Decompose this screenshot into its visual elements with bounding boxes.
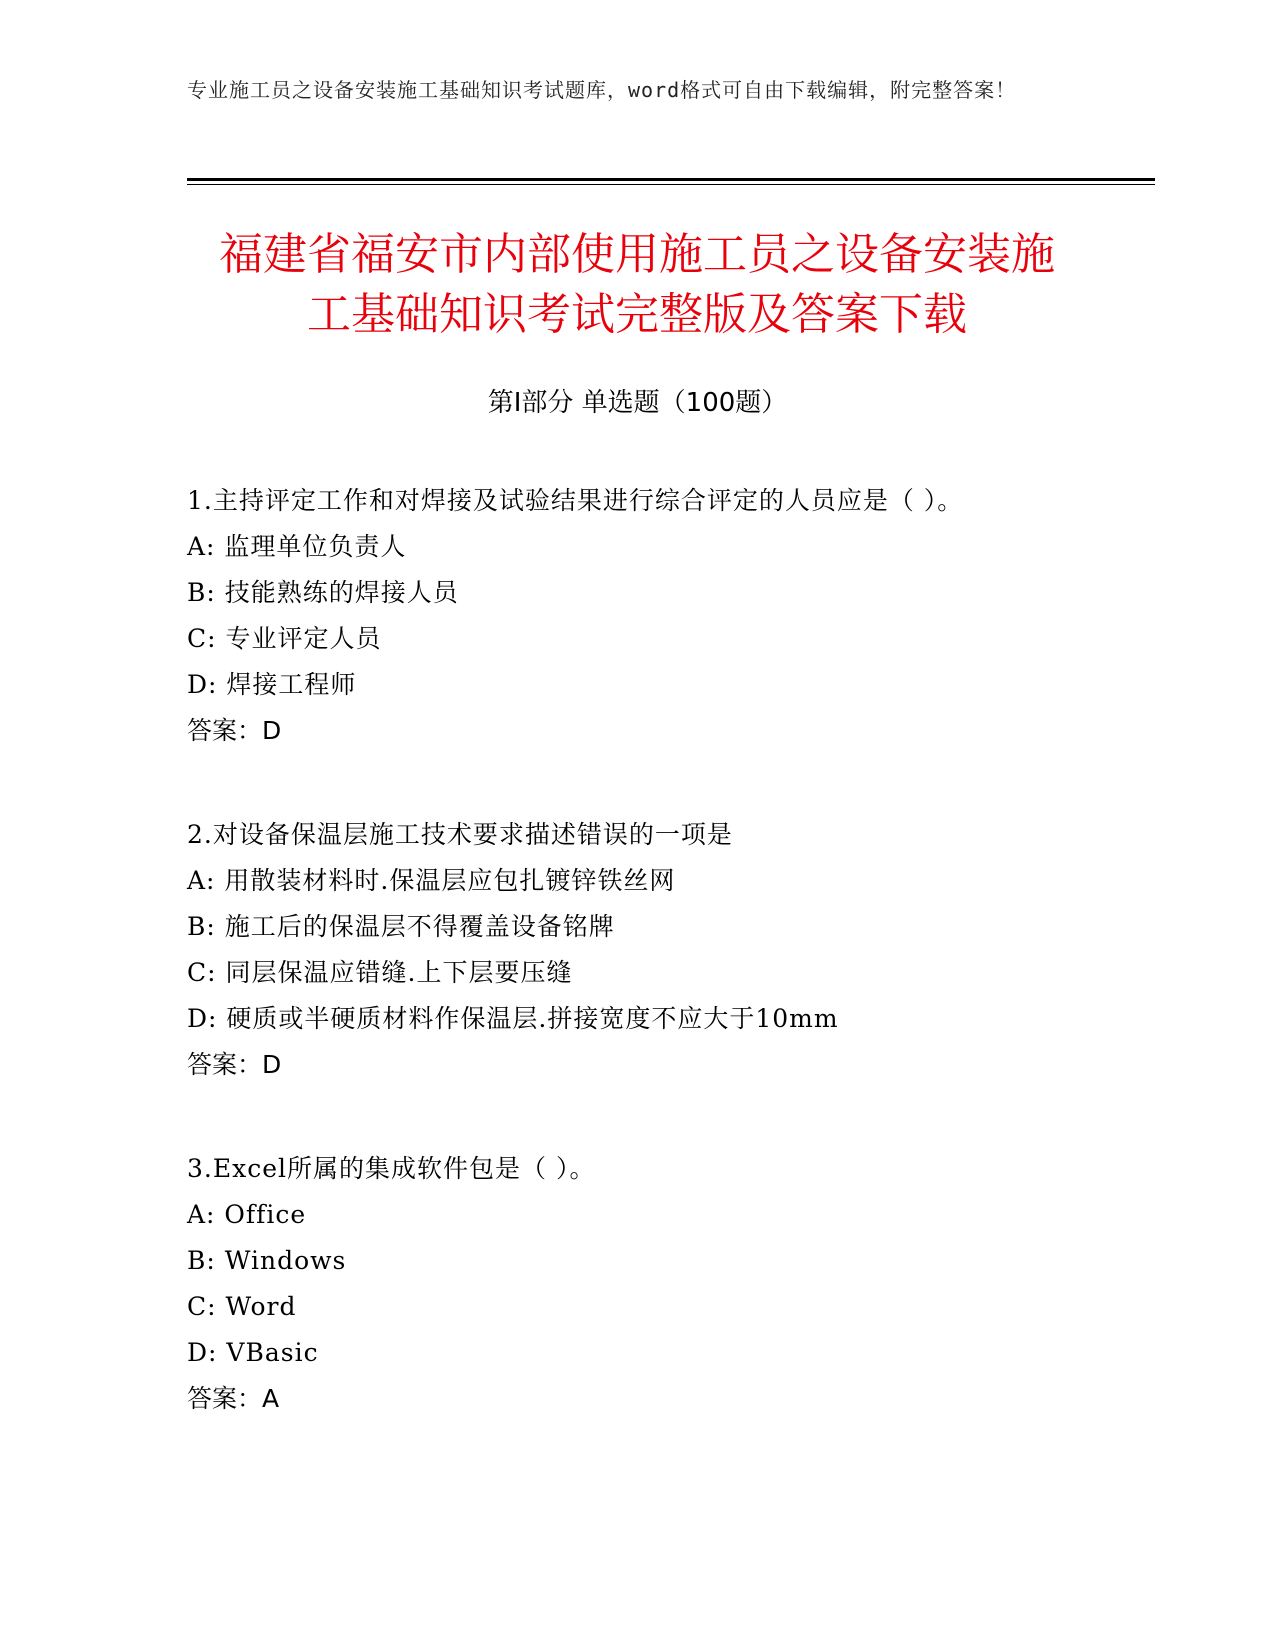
answer-key: 答案：A: [187, 1384, 280, 1413]
header-divider-thin: [187, 184, 1155, 185]
option-c: C: 同层保温应错缝.上下层要压缝: [187, 958, 573, 987]
question-3: [187, 1146, 1087, 1422]
option-b: B: 技能熟练的焊接人员: [187, 578, 459, 607]
document-title: [187, 225, 1087, 345]
answer-key: 答案：D: [187, 1050, 282, 1079]
option-a: A: 用散装材料时.保温层应包扎镀锌铁丝网: [187, 866, 676, 895]
document-title-line-2: 工基础知识考试完整版及答案下载: [307, 289, 967, 340]
option-d: D: VBasic: [187, 1338, 319, 1367]
option-a: A: 监理单位负责人: [187, 532, 407, 561]
header-note: 专业施工员之设备安装施工基础知识考试题库，word格式可自由下载编辑，附完整答案！: [187, 78, 1017, 102]
question-1: [187, 478, 1087, 754]
option-c: C: Word: [187, 1292, 297, 1321]
section-heading: 第Ⅰ部分 单选题（100题）: [487, 388, 788, 418]
question-stem: 2.对设备保温层施工技术要求描述错误的一项是: [187, 820, 733, 849]
question-list: [187, 478, 1087, 1480]
option-b: B: 施工后的保温层不得覆盖设备铭牌: [187, 912, 615, 941]
option-d: D: 焊接工程师: [187, 670, 357, 699]
question-stem: 3.Excel所属的集成软件包是（ ）。: [187, 1154, 596, 1183]
option-c: C: 专业评定人员: [187, 624, 382, 653]
question-2: [187, 812, 1087, 1088]
header-divider-thick: [187, 178, 1155, 181]
question-stem: 1.主持评定工作和对焊接及试验结果进行综合评定的人员应是（ ）。: [187, 486, 964, 515]
option-b: B: Windows: [187, 1246, 347, 1275]
answer-key: 答案：D: [187, 716, 282, 745]
option-a: A: Office: [187, 1200, 307, 1229]
document-title-line-1: 福建省福安市内部使用施工员之设备安装施: [219, 229, 1055, 280]
option-d: D: 硬质或半硬质材料作保温层.拼接宽度不应大于10mm: [187, 1004, 839, 1033]
